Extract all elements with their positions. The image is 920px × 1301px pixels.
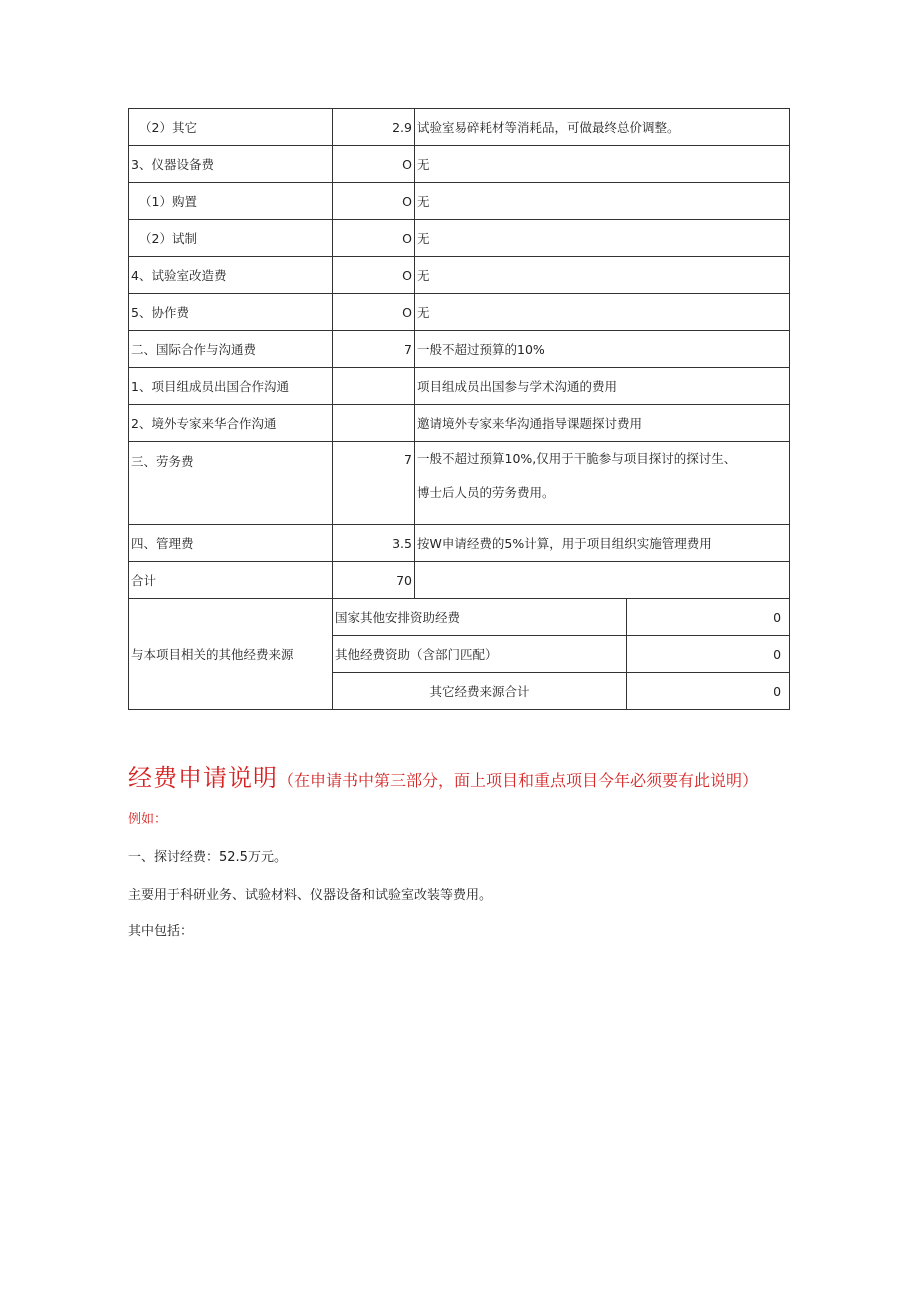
row-name: （2）其它 [129,109,333,146]
row-amount: 7 [333,331,415,368]
table-row [129,368,790,405]
row-note [415,442,790,525]
row-name: 三、劳务费 [129,442,333,525]
row-amount [333,368,415,405]
row-name: 二、国际合作与沟通费 [129,331,333,368]
example-label: 例如： [128,812,168,827]
row-name: 1、项目组成员出国合作沟通 [129,368,333,405]
table-row [129,599,790,636]
row-note: 无 [415,257,790,294]
table-row [129,220,790,257]
row-name: 2、境外专家来华合作沟通 [129,405,333,442]
row-amount: O [333,220,415,257]
source-name: 国家其他安排资助经费 [333,599,627,636]
paragraph: 其中包括： [128,924,194,939]
row-note: 无 [415,146,790,183]
paragraph: 主要用于科研业务、试验材料、仪器设备和试验室改装等费用。 [128,888,493,903]
row-amount: 7 [333,442,415,525]
row-note-line: 一般不超过预算10%,仅用于干脆参与项目探讨的探讨生、 [417,451,737,466]
source-value: 0 [627,599,790,636]
row-note: 无 [415,183,790,220]
row-name: 5、协作费 [129,294,333,331]
table-row [129,442,790,525]
table-row [129,294,790,331]
row-amount: 3.5 [333,525,415,562]
row-name: 4、试验室改造费 [129,257,333,294]
row-note: 项目组成员出国参与学术沟通的费用 [415,368,790,405]
row-name: （2）试制 [129,220,333,257]
source-name: 其它经费来源合计 [333,673,627,710]
section-title [128,758,758,793]
row-amount: 2.9 [333,109,415,146]
row-note: 按W申请经费的5%计算，用于项目组织实施管理费用 [415,525,790,562]
row-note: 试验室易碎耗材等消耗品，可做最终总价调整。 [415,109,790,146]
row-amount: 70 [333,562,415,599]
row-note [415,562,790,599]
row-name: （1）购置 [129,183,333,220]
row-name: 3、仪器设备费 [129,146,333,183]
table-row [129,331,790,368]
row-note: 邀请境外专家来华沟通指导课题探讨费用 [415,405,790,442]
other-sources-label: 与本项目相关的其他经费来源 [129,599,333,710]
source-name: 其他经费资助（含部门匹配） [333,636,627,673]
source-value: 0 [627,636,790,673]
row-amount: O [333,146,415,183]
row-amount: O [333,294,415,331]
table-row [129,525,790,562]
source-value: 0 [627,673,790,710]
section-title-note: （在申请书中第三部分，面上项目和重点项目今年必须要有此说明） [278,771,759,790]
table-row [129,183,790,220]
row-amount: O [333,183,415,220]
table-row [129,562,790,599]
table-row [129,257,790,294]
table-row [129,146,790,183]
row-name: 合计 [129,562,333,599]
section-title-main: 经费申请说明 [128,764,278,792]
paragraph: 一、探讨经费：52.5万元。 [128,850,287,865]
row-note: 一般不超过预算的10% [415,331,790,368]
row-note: 无 [415,294,790,331]
row-note: 无 [415,220,790,257]
row-amount: O [333,257,415,294]
row-amount [333,405,415,442]
row-name: 四、管理费 [129,525,333,562]
row-note-line: 博士后人员的劳务费用。 [417,485,555,500]
table-row [129,109,790,146]
budget-table [128,108,790,710]
table-row [129,405,790,442]
